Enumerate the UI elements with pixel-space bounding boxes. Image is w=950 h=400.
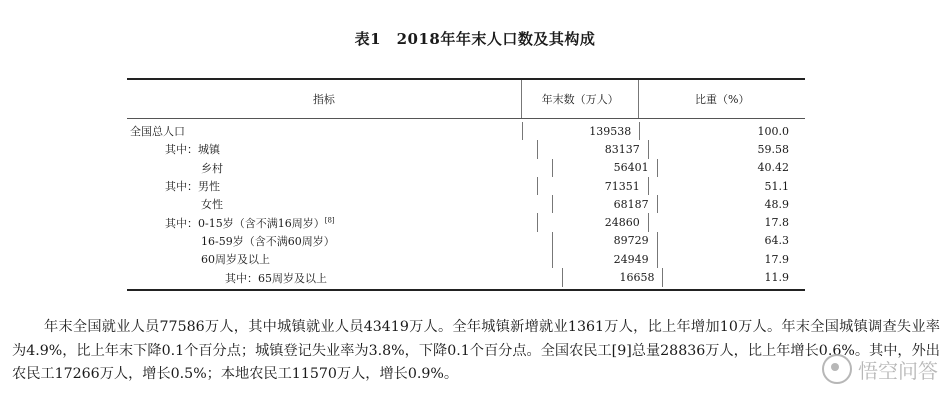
- row-share: 17.8: [764, 216, 789, 230]
- row-value: 68187: [613, 197, 649, 211]
- watermark: [822, 354, 938, 384]
- header-share: 比重（%）: [638, 80, 805, 118]
- table-row: [127, 122, 805, 140]
- table-row: [127, 268, 805, 286]
- table-row: [127, 250, 805, 268]
- row-label: 女性: [201, 198, 223, 212]
- row-share: 100.0: [757, 124, 790, 138]
- header-indicator: 指标: [312, 93, 335, 106]
- row-value: 89729: [613, 234, 649, 248]
- table-body: [127, 119, 805, 289]
- row-label: 16-59岁（含不满60周岁）: [201, 234, 335, 248]
- footnote-ref: [8]: [324, 215, 335, 224]
- row-label: 其中：城镇: [165, 143, 220, 157]
- row-label: 其中：65周岁及以上: [225, 271, 327, 285]
- table-row: [127, 195, 805, 213]
- row-label: 乡村: [201, 161, 223, 175]
- row-value: 71351: [604, 179, 640, 193]
- row-share: 11.9: [764, 271, 789, 285]
- row-label: 其中：0-15岁（含不满16周岁）: [165, 216, 325, 230]
- table-row: [127, 213, 805, 231]
- row-value: 24860: [604, 216, 640, 230]
- watermark-text: 悟空问答: [858, 358, 938, 383]
- row-label: 全国总人口: [130, 125, 185, 139]
- row-value: 24949: [613, 252, 649, 266]
- table-row: [127, 177, 805, 195]
- row-value: 83137: [604, 142, 640, 156]
- row-share: 59.58: [757, 142, 789, 156]
- row-value: 56401: [613, 161, 649, 175]
- table-row: [127, 232, 805, 250]
- row-share: 48.9: [764, 197, 789, 211]
- row-label: 其中：男性: [165, 180, 220, 194]
- row-value: 139538: [589, 124, 632, 138]
- row-share: 64.3: [764, 234, 789, 248]
- table-header: [127, 80, 805, 119]
- row-label: 60周岁及以上: [201, 253, 270, 267]
- row-value: 16658: [619, 271, 655, 285]
- table-row: [127, 159, 805, 177]
- header-year-end-count: 年末数（万人）: [521, 80, 639, 118]
- population-table: [127, 78, 805, 291]
- row-share: 51.1: [764, 179, 789, 193]
- wukong-logo-icon: [822, 354, 852, 384]
- row-share: 40.42: [757, 161, 789, 175]
- table-title: 表1 2018年年末人口数及其构成: [354, 30, 596, 48]
- body-paragraph: 年末全国就业人员77586万人，其中城镇就业人员43419万人。全年城镇新增就业1361万人，比上年增加10万人。年末全国城镇调查失业率为4.9%，比上年末下降0.1个百分点；城镇登记失业率为3.8%，下降0.1个百分点。全国农民工[9]总量28836万人，比上年增长0.6%。其中，外出农民工17266万人，增长0.5%；本地农民工11570万人，增长0.9%。: [12, 319, 940, 382]
- table-row: [127, 140, 805, 158]
- row-share: 17.9: [764, 252, 789, 266]
